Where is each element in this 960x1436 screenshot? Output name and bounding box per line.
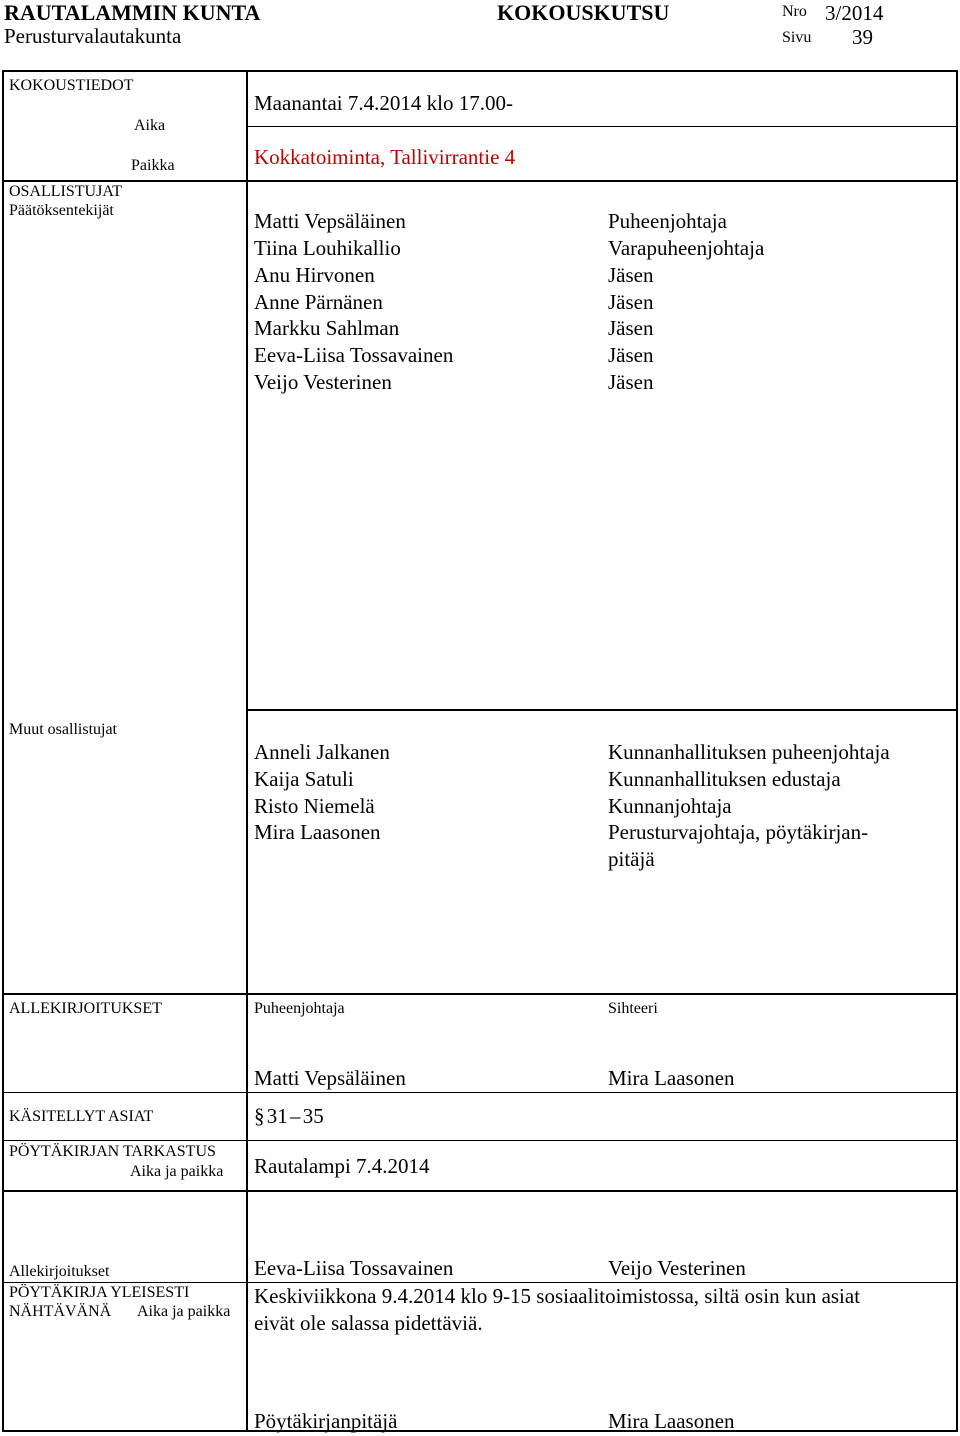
decider-role: Jäsen: [608, 370, 654, 394]
keeper-name: Mira Laasonen: [608, 1409, 735, 1433]
decider-name: Tiina Louhikallio: [254, 236, 401, 260]
municipality-name: RAUTALAMMIN KUNTA: [4, 0, 261, 25]
decider-role: Jäsen: [608, 263, 654, 287]
public-value-line2: eivät ole salassa pidettäviä.: [254, 1311, 483, 1335]
decider-name: Anu Hirvonen: [254, 263, 375, 287]
public-value-line1: Keskiviikkona 9.4.2014 klo 9-15 sosiaalitoimistossa, siltä osin kun asiat: [254, 1284, 861, 1308]
frame-bottom: [2, 1430, 958, 1432]
divider-others: [246, 709, 958, 711]
other-participant-role: Kunnanhallituksen puheenjohtaja: [608, 740, 890, 764]
nro-value: 3/2014: [825, 1, 884, 25]
review-value: Rautalampi 7.4.2014: [254, 1154, 430, 1178]
decider-name: Markku Sahlman: [254, 316, 400, 340]
secretary-name: Mira Laasonen: [608, 1066, 735, 1090]
chair-label: Puheenjohtaja: [254, 1000, 345, 1017]
sivu-label: Sivu: [782, 29, 812, 46]
frame-left: [2, 70, 4, 1432]
divider-aika: [246, 126, 958, 127]
other-participant-name: Kaija Satuli: [254, 767, 354, 791]
decider-role: Jäsen: [608, 316, 654, 340]
paikka-label: Paikka: [131, 157, 175, 174]
frame-right: [956, 70, 958, 1432]
divider-review-bottom: [2, 1190, 958, 1192]
reviewer-2: Veijo Vesterinen: [608, 1256, 746, 1280]
decider-role: Jäsen: [608, 290, 654, 314]
handled-label: KÄSITELLYT ASIAT: [9, 1108, 154, 1125]
other-participant-role: Perusturvajohtaja, pöytäkirjan-: [608, 820, 869, 844]
meeting-section-label: KOKOUSTIEDOT: [9, 77, 134, 94]
deciders-label: Päätöksentekijät: [9, 202, 114, 219]
public-label-line1: PÖYTÄKIRJA YLEISESTI: [9, 1284, 190, 1301]
frame-top: [2, 70, 958, 72]
divider-review: [2, 1140, 958, 1141]
others-label: Muut osallistujat: [9, 721, 117, 738]
other-participant-role-continuation: pitäjä: [608, 847, 655, 871]
other-participant-name: Risto Niemelä: [254, 794, 375, 818]
other-participant-role: Kunnanhallituksen edustaja: [608, 767, 841, 791]
signatures-label: ALLEKIRJOITUKSET: [9, 1000, 162, 1017]
decider-name: Anne Pärnänen: [254, 290, 383, 314]
divider-paikka: [2, 180, 958, 182]
divider-signatures: [2, 993, 958, 995]
other-participant-role: Kunnanjohtaja: [608, 794, 732, 818]
decider-name: Eeva-Liisa Tossavainen: [254, 343, 454, 367]
review-signatures-label: Allekirjoitukset: [9, 1263, 110, 1280]
review-sub-label: Aika ja paikka: [130, 1163, 224, 1180]
review-label: PÖYTÄKIRJAN TARKASTUS: [9, 1143, 216, 1160]
other-participant-name: Mira Laasonen: [254, 820, 381, 844]
secretary-label: Sihteeri: [608, 1000, 658, 1017]
keeper-label: Pöytäkirjanpitäjä: [254, 1409, 398, 1433]
public-label-line2: NÄHTÄVÄNÄ: [9, 1303, 112, 1320]
board-name: Perusturvalautakunta: [4, 24, 182, 48]
handled-value: § 31 – 35: [254, 1104, 324, 1128]
nro-label: Nro: [782, 3, 807, 20]
decider-name: Veijo Vesterinen: [254, 370, 392, 394]
document-type: KOKOUSKUTSU: [497, 0, 670, 25]
decider-role: Puheenjohtaja: [608, 209, 727, 233]
divider-public: [2, 1282, 958, 1283]
participants-section-label: OSALLISTUJAT: [9, 183, 122, 200]
aika-value: Maanantai 7.4.2014 klo 17.00-: [254, 91, 513, 115]
decider-name: Matti Vepsäläinen: [254, 209, 406, 233]
public-sub-label: Aika ja paikka: [137, 1303, 231, 1320]
reviewer-1: Eeva-Liisa Tossavainen: [254, 1256, 454, 1280]
paikka-value: Kokkatoiminta, Tallivirrantie 4: [254, 145, 516, 169]
chair-name: Matti Vepsäläinen: [254, 1066, 406, 1090]
column-divider: [246, 70, 248, 1432]
decider-role: Jäsen: [608, 343, 654, 367]
sivu-value: 39: [852, 25, 873, 49]
aika-label: Aika: [134, 117, 166, 134]
divider-handled: [2, 1092, 958, 1093]
decider-role: Varapuheenjohtaja: [608, 236, 765, 260]
other-participant-name: Anneli Jalkanen: [254, 740, 390, 764]
